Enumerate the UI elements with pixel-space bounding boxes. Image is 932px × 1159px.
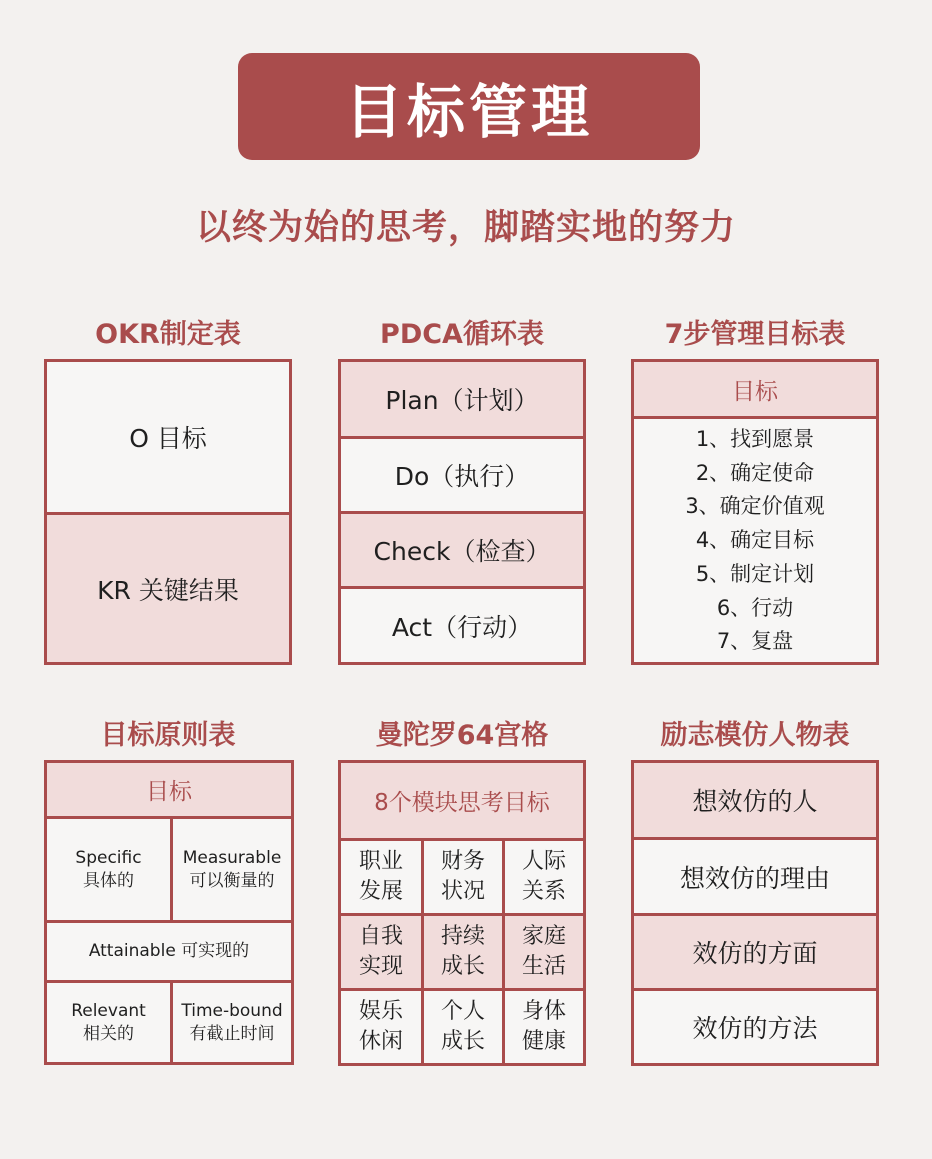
step-item: 3、确定价值观	[685, 494, 825, 519]
principles-header: 目标	[47, 763, 291, 816]
mandala-cell-text: 个人	[440, 999, 485, 1024]
seven-steps-table	[631, 359, 879, 665]
principles-title: 目标原则表	[100, 720, 236, 751]
page-title: 目标管理	[344, 77, 593, 146]
relevant-cell	[47, 983, 170, 1062]
attainable-cell: Attainable 可实现的	[88, 941, 250, 961]
timebound-cell	[173, 983, 291, 1062]
role-model-aspect-cell: 效仿的方面	[634, 916, 876, 988]
pdca-table	[338, 359, 586, 665]
mandala-cell-text: 成长	[440, 954, 485, 979]
okr-objective-cell: O 目标	[129, 424, 207, 453]
pdca-plan-cell: Plan（计划）	[341, 362, 583, 436]
mandala-cell-personal	[424, 991, 502, 1063]
step-item: 1、找到愿景	[695, 427, 815, 452]
seven-steps-divider	[634, 416, 876, 419]
mandala-divider	[421, 841, 424, 1063]
mandala-cell-family	[505, 916, 583, 988]
specific-cell	[47, 819, 170, 920]
specific-en: Specific	[75, 847, 142, 868]
mandala-cell-relationships	[505, 841, 583, 913]
relevant-en: Relevant	[71, 1000, 146, 1021]
pdca-title: PDCA循环表	[380, 319, 544, 350]
pdca-act-cell: Act（行动）	[391, 612, 533, 642]
measurable-cell	[173, 819, 291, 920]
okr-title: OKR制定表	[95, 319, 241, 350]
role-model-method-cell: 效仿的方法	[692, 1014, 818, 1043]
mandala-divider	[502, 841, 505, 1063]
specific-cn: 具体的	[83, 870, 134, 891]
step-item: 6、行动	[716, 595, 794, 620]
mandala-cell-text: 休闲	[358, 1029, 403, 1054]
pdca-do-cell: Do（执行）	[394, 462, 530, 491]
seven-steps-title: 7步管理目标表	[664, 319, 846, 350]
relevant-cn: 相关的	[83, 1023, 134, 1044]
mandala-cell-career	[341, 841, 421, 913]
mandala-cell-text: 持续	[440, 924, 485, 949]
step-item: 4、确定目标	[695, 528, 815, 553]
mandala-cell-text: 实现	[358, 954, 403, 979]
mandala-cell-self	[341, 916, 421, 988]
role-model-person-cell: 想效仿的人	[634, 763, 876, 837]
okr-key-results-cell: KR 关键结果	[47, 515, 289, 662]
title-banner	[238, 53, 700, 160]
mandala-title: 曼陀罗64宫格	[375, 720, 549, 751]
step-item: 2、确定使命	[695, 460, 815, 485]
mandala-cell-text: 家庭	[521, 924, 566, 949]
page-subtitle: 以终为始的思考，脚踏实地的努力	[195, 208, 736, 248]
mandala-cell-text: 自我	[358, 924, 403, 949]
mandala-header: 8个模块思考目标	[341, 763, 583, 838]
mandala-cell-growth	[424, 916, 502, 988]
pdca-check-cell: Check（检查）	[341, 514, 583, 586]
measurable-en: Measurable	[182, 847, 282, 868]
mandala-cell-text: 成长	[440, 1029, 485, 1054]
okr-table	[44, 359, 292, 665]
mandala-cell-text: 发展	[358, 879, 403, 904]
step-item: 5、制定计划	[695, 561, 815, 586]
mandala-cell-text: 职业	[358, 849, 403, 874]
mandala-cell-text: 生活	[521, 954, 566, 979]
role-model-table	[631, 760, 879, 1066]
step-item: 7、复盘	[716, 629, 794, 654]
mandala-cell-text: 人际	[521, 849, 566, 874]
mandala-table	[338, 760, 586, 1066]
seven-steps-header: 目标	[634, 362, 876, 416]
mandala-cell-text: 身体	[521, 999, 566, 1024]
mandala-cell-leisure	[341, 991, 421, 1063]
mandala-cell-text: 关系	[521, 879, 566, 904]
role-model-reason-cell: 想效仿的理由	[679, 863, 830, 893]
mandala-cell-text: 状况	[440, 879, 485, 904]
timebound-en: Time-bound	[181, 1000, 283, 1021]
principles-table	[44, 760, 294, 1065]
measurable-cn: 可以衡量的	[189, 870, 275, 891]
mandala-cell-finance	[424, 841, 502, 913]
mandala-cell-health	[505, 991, 583, 1063]
mandala-cell-text: 财务	[440, 849, 485, 874]
seven-steps-list	[634, 423, 876, 659]
mandala-cell-text: 健康	[521, 1029, 566, 1054]
timebound-cn: 有截止时间	[189, 1023, 275, 1044]
mandala-cell-text: 娱乐	[358, 999, 403, 1024]
role-model-title: 励志模仿人物表	[660, 720, 850, 751]
